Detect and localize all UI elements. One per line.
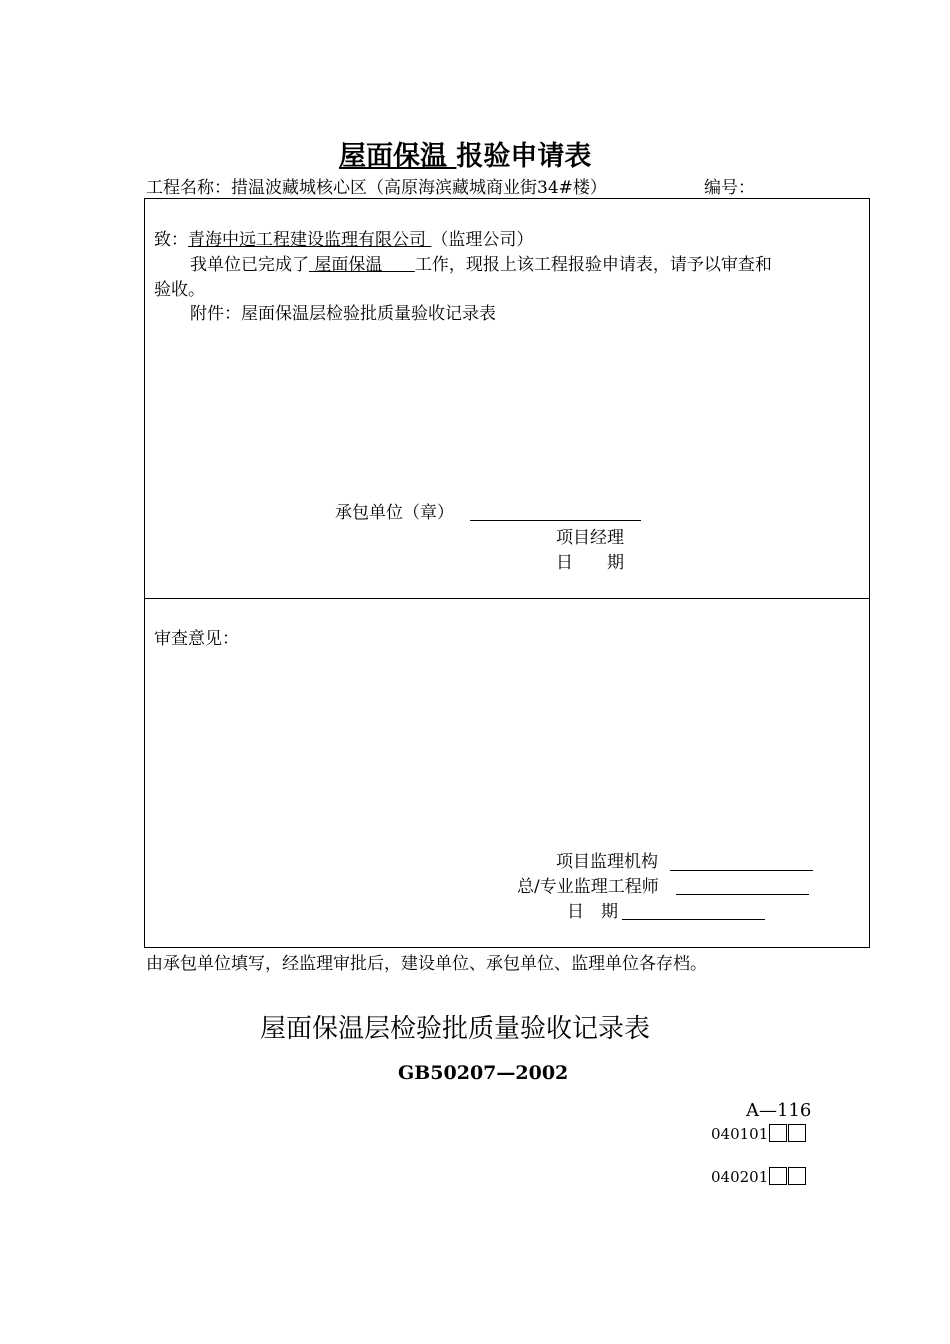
date-label: 日 期: [556, 553, 624, 573]
checkbox[interactable]: [769, 1124, 787, 1142]
standard-code: GB50207—2002: [398, 1062, 569, 1084]
project-manager-label: 项目经理: [556, 528, 624, 548]
body-line-1: 我单位已完成了 屋面保温 工作，现报上该工程报验申请表，请予以审查和: [190, 255, 772, 275]
review-label: 审查意见：: [154, 629, 239, 649]
body-line-2: 验收。: [154, 280, 205, 300]
item-code-row-1: [711, 1124, 806, 1143]
item-code-row-2: [711, 1167, 806, 1186]
review-box: [144, 598, 870, 948]
form-title: [339, 134, 591, 173]
attachment-line: 附件：屋面保温层检验批质量验收记录表: [190, 304, 496, 324]
form-title-name: 报验申请表: [456, 141, 592, 172]
footer-note: 由承包单位填写，经监理审批后，建设单位、承包单位、监理单位各存档。: [146, 954, 707, 974]
review-date-label: 日 期: [567, 902, 618, 922]
record-title: 屋面保温层检验批质量验收记录表: [260, 1014, 651, 1044]
review-date-line: [622, 919, 765, 920]
item-code-1: 040101: [711, 1125, 769, 1143]
chief-engineer-label: 总/专业监理工程师: [517, 877, 659, 897]
item-code-2: 040201: [711, 1168, 769, 1186]
supervision-org-line: [670, 870, 813, 871]
project-name: 工程名称：措温波藏城核心区（高原海滨藏城商业街34#楼）: [146, 178, 607, 198]
contractor-signature-line: [470, 520, 641, 521]
checkbox[interactable]: [788, 1167, 806, 1185]
supervision-company: 青海中远工程建设监理有限公司: [188, 230, 426, 250]
form-title-subject: 屋面保温: [339, 141, 447, 172]
form-number-label: 编号：: [704, 178, 755, 198]
checkbox[interactable]: [788, 1124, 806, 1142]
contractor-label: 承包单位（章）: [335, 503, 454, 523]
work-name: 屋面保温: [314, 255, 383, 275]
addressee-line: 致：青海中远工程建设监理有限公司 （监理公司）: [154, 230, 534, 250]
chief-engineer-line: [676, 894, 809, 895]
record-code: A—116: [746, 1100, 812, 1121]
supervision-org-label: 项目监理机构: [556, 852, 658, 872]
checkbox[interactable]: [769, 1167, 787, 1185]
